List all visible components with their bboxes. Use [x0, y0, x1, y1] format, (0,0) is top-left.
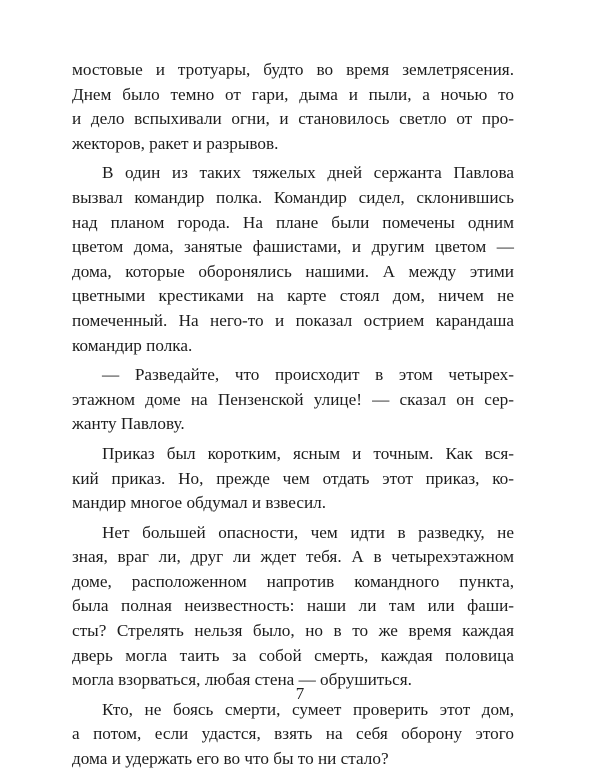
paragraph	[72, 161, 514, 358]
paragraph	[72, 58, 514, 156]
text-line: кий приказ. Но, прежде чем отдать этот приказ, ко-	[72, 468, 514, 488]
text-line: могла взорваться, любая стена — обрушиться.	[72, 670, 412, 690]
text-line: В один из таких тяжелых дней сержанта Павлова	[102, 163, 514, 183]
text-line: Нет большей опасности, чем идти в разведку, не	[102, 522, 514, 542]
text-line: была полная неизвестность: наши ли там или фаши-	[72, 596, 514, 616]
text-line: цветом дома, занятые фашистами, и другим цветом —	[72, 237, 514, 257]
text-line: жекторов, ракет и разрывов.	[72, 133, 279, 153]
text-line: жанту Павлову.	[72, 414, 185, 434]
text-line: Приказ был коротким, ясным и точным. Как вся-	[102, 443, 514, 463]
text-line: цветными крестиками на карте стоял дом, ничем не	[72, 286, 514, 306]
text-line: — Разведайте, что происходит в этом четырех-	[102, 365, 514, 385]
text-line: сты? Стрелять нельзя было, но в то же время каждая	[72, 621, 514, 641]
text-line: мандир многое обдумал и взвесил.	[72, 493, 327, 513]
text-line: мостовые и тротуары, будто во время землетрясения.	[72, 60, 514, 79]
text-line: дверь могла таить за собой смерть, каждая половица	[72, 645, 514, 665]
text-line: дома и удержать его во что бы то ни стало?	[72, 749, 389, 769]
text-line: дома, которые оборонялись нашими. А между этими	[72, 261, 514, 281]
text-line: вызвал командир полка. Командир сидел, склонившись	[72, 187, 514, 207]
text-line: Кто, не боясь смерти, сумеет проверить этот дом,	[102, 699, 514, 719]
page-number: 7	[295, 684, 305, 703]
paragraph	[72, 698, 514, 772]
paragraph	[72, 442, 514, 516]
paragraph	[72, 521, 514, 693]
text-line: этажном доме на Пензенской улице! — сказал он сер-	[72, 389, 514, 409]
text-line: Днем было темно от гари, дыма и пыли, а ночью то	[72, 84, 514, 104]
text-line: а потом, если удастся, взять на себя оборону этого	[72, 724, 514, 744]
text-line: над планом города. На плане были помечены одним	[72, 212, 514, 232]
text-line: и дело вспыхивали огни, и становилось светло от про-	[72, 109, 514, 129]
text-line: командир полка.	[72, 335, 193, 355]
text-line: помеченный. На него-то и показал острием карандаша	[72, 310, 514, 330]
paragraph	[72, 363, 514, 437]
text-line: зная, враг ли, друг ли ждет тебя. А в четырехэтажном	[72, 547, 514, 567]
text-line: доме, расположенном напротив командного пункта,	[72, 571, 514, 591]
body-text	[72, 58, 514, 772]
